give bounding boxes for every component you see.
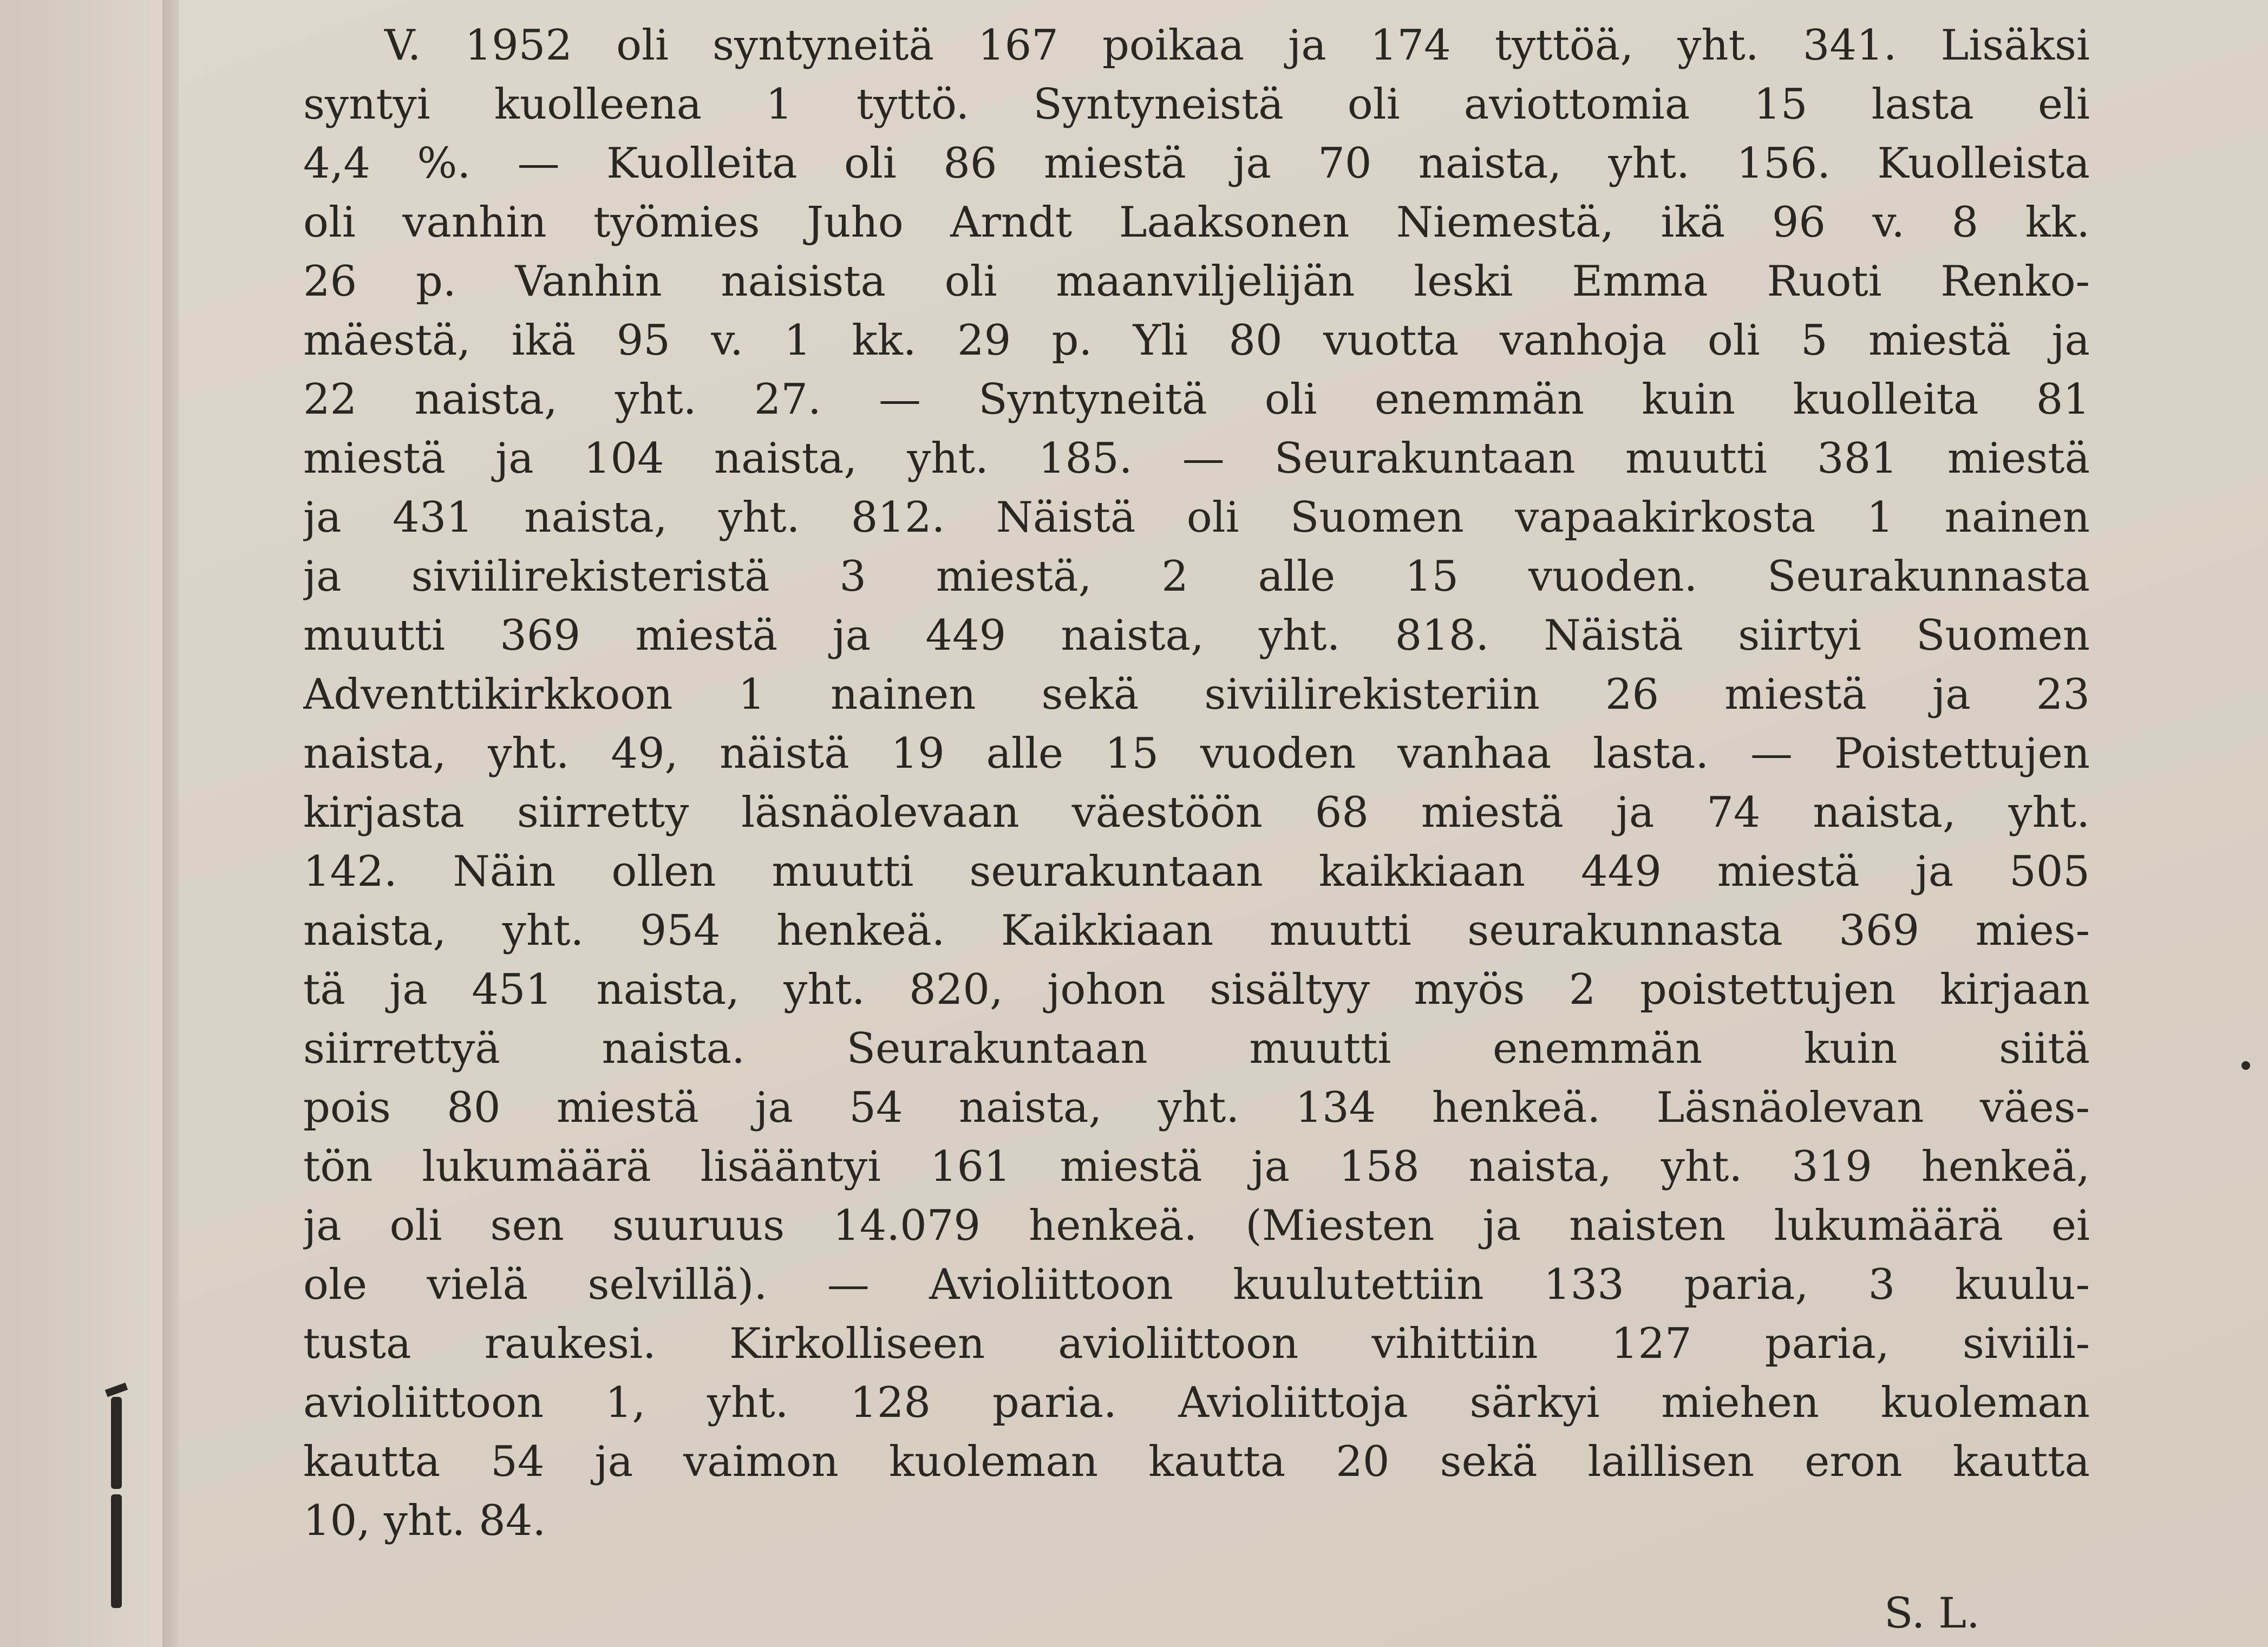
text-line: siirrettyä naista. Seurakuntaan muutti enemmän kuin siitä xyxy=(303,1024,2090,1073)
text-line: Adventtikirkkoon 1 nainen sekä siviilirekisteriin 26 miestä ja 23 xyxy=(303,670,2090,719)
text-line: 10, yht. 84. xyxy=(303,1496,546,1545)
text-line: V. 1952 oli syntyneitä 167 poikaa ja 174 tyttöä, yht. 341. Lisäksi xyxy=(384,21,2090,70)
text-line: ja oli sen suuruus 14.079 henkeä. (Miesten ja naisten lukumäärä ei xyxy=(303,1201,2090,1250)
text-line: oli vanhin työmies Juho Arndt Laaksonen Niemestä, ikä 96 v. 8 kk. xyxy=(303,198,2090,247)
text-line: tusta raukesi. Kirkolliseen avioliittoon vihittiin 127 paria, siviili- xyxy=(303,1319,2090,1368)
text-line: 4,4 %. — Kuolleita oli 86 miestä ja 70 naista, yht. 156. Kuolleista xyxy=(303,139,2090,188)
text-line: 26 p. Vanhin naisista oli maanviljelijän leski Emma Ruoti Renko- xyxy=(303,257,2090,306)
text-line: pois 80 miestä ja 54 naista, yht. 134 henkeä. Läsnäolevan väes- xyxy=(303,1083,2090,1132)
text-line: tä ja 451 naista, yht. 820, johon sisältyy myös 2 poistettujen kirjaan xyxy=(303,965,2090,1014)
text-line: ja siviilirekisteristä 3 miestä, 2 alle 15 vuoden. Seurakunnasta xyxy=(303,552,2090,601)
text-line: 22 naista, yht. 27. — Syntyneitä oli enemmän kuin kuolleita 81 xyxy=(303,375,2090,424)
text-line: kirjasta siirretty läsnäolevaan väestöön 68 miestä ja 74 naista, yht. xyxy=(303,788,2090,837)
text-line: muutti 369 miestä ja 449 naista, yht. 818. Näistä siirtyi Suomen xyxy=(303,611,2090,660)
binding-thread-mark xyxy=(111,1494,122,1608)
ink-speck xyxy=(2241,1061,2250,1070)
body-text xyxy=(303,16,2090,1551)
text-line: ja 431 naista, yht. 812. Näistä oli Suomen vapaakirkosta 1 nainen xyxy=(303,493,2090,542)
text-line: miestä ja 104 naista, yht. 185. — Seurakuntaan muutti 381 miestä xyxy=(303,434,2090,483)
text-line: naista, yht. 49, näistä 19 alle 15 vuoden vanhaa lasta. — Poistettujen xyxy=(303,729,2090,778)
text-line: avioliittoon 1, yht. 128 paria. Avioliittoja särkyi miehen kuoleman xyxy=(303,1378,2090,1427)
text-line: 142. Näin ollen muutti seurakuntaan kaikkiaan 449 miestä ja 505 xyxy=(303,847,2090,896)
binding-thread-mark xyxy=(111,1397,122,1489)
text-line: tön lukumäärä lisääntyi 161 miestä ja 158 naista, yht. 319 henkeä, xyxy=(303,1142,2090,1191)
text-line: naista, yht. 954 henkeä. Kaikkiaan muutti seurakunnasta 369 mies- xyxy=(303,906,2090,955)
text-line: mäestä, ikä 95 v. 1 kk. 29 p. Yli 80 vuotta vanhoja oli 5 miestä ja xyxy=(303,316,2090,365)
text-line: syntyi kuolleena 1 tyttö. Syntyneistä oli aviottomia 15 lasta eli xyxy=(303,80,2090,129)
page-gutter xyxy=(0,0,162,1647)
signature-initials: S. L. xyxy=(1884,1589,1980,1638)
text-line: kautta 54 ja vaimon kuoleman kautta 20 sekä laillisen eron kautta xyxy=(303,1437,2090,1486)
text-line: ole vielä selvillä). — Avioliittoon kuulutettiin 133 paria, 3 kuulu- xyxy=(303,1260,2090,1309)
